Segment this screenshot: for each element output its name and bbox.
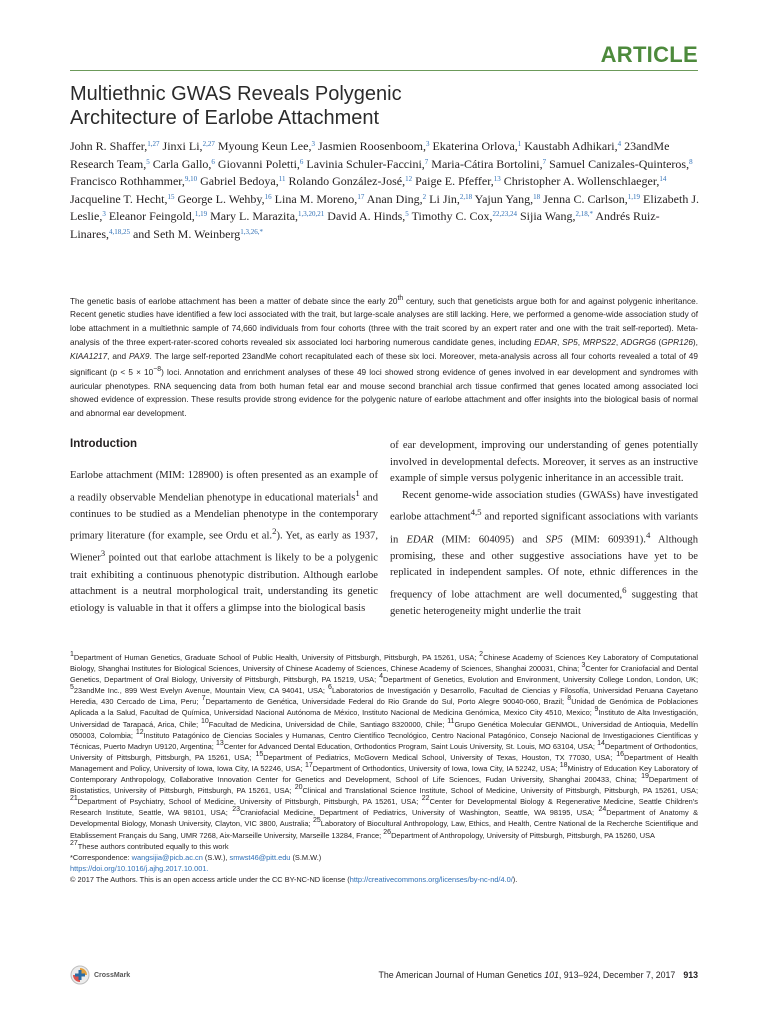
email-link[interactable]: smwst46@pitt.edu <box>229 852 291 862</box>
author: David A. Hinds,$^5$ <box>327 209 409 224</box>
author: Lina M. Moreno,$^{17}$ <box>274 191 365 206</box>
author: Kaustabh Adhikari,$^4$ <box>524 139 622 153</box>
citation-link[interactable]: 2 <box>272 526 277 537</box>
affiliation: Instituto de Alta Investigación, Universidad de Tarapacá, Arica, Chile; <box>70 708 698 729</box>
affiliation: Instituto Patagónico de Ciencias Sociales y Humanas, Centro Científico Tecnológico, Centro Nacional Patagónico, Consejo Nacional de Investigaciones Científicas y Técnicas, Puerto Madryn U9120, Argentina; <box>70 730 698 751</box>
affiliation: Department of Biostatistics, University of Pittsburgh, Pittsburgh, PA 15261, USA; <box>70 775 698 796</box>
author: Timothy C. Cox,$^{22,23,24}$ <box>411 209 517 224</box>
intro-left-column: Earlobe attachment (MIM: 128900) is often presented as an example of a readily observable Mendelian phenotype in educational materials$^1$ and continues to be studied as a Mendelian phenotype in the contemporary primary literature (for example, see Ordu et al.$^2$). Yet, as early as 1937, Wiener$^3$ pointed out that earlobe attachment is likely to be a polygenic trait exhibiting a continuous phenotypic distribution. Although earlobe attachment is a neutral morphological trait, understanding its genetic etiology is valuable in that it offers a glimpse into the biological basis <box>70 470 378 614</box>
author: Elizabeth J. Leslie,$^3$ <box>70 191 700 224</box>
article-title: Multiethnic GWAS Reveals Polygenic Architecture of Earlobe Attachment <box>70 83 402 129</box>
affiliation: Department of Pediatrics, McGovern Medical School, University of Texas, Houston, TX 77030, USA; <box>263 752 617 762</box>
intro-right-column: of ear development, improving our understanding of genes potentially involved in developmental defects. Moreover, it serves as an instructive example of simple versus polygenic inheritance in an accessible trait. Recent genome-wide association studies (GWASs) have investigated earlobe attachment$^{4,5}$ and reported significant associations with variants in EDAR (MIM: 604095) and SP5 (MIM: 609391).$^4$ Although promising, these and other suggestive associations have yet to be replicated in independent samples. Of note, ethnic differences in the frequency of lobe attachment are well documented,$^6$ suggesting that genetic heterogeneity might underlie the trait <box>390 440 698 617</box>
citation-link[interactable]: 4,5 <box>470 507 482 518</box>
author: Eleanor Feingold,$^{1,19}$ <box>108 209 208 224</box>
abstract: The genetic basis of earlobe attachment has been a matter of debate since the early 20th century, such that geneticists argue both for and against polygenic inheritance. Recent genetic studies have identified a few loci associated with the trait, but large-scale analyses are still lacking. Here, we performed a genome-wide association study of lobe attachment in a multiethnic sample of 74,660 individuals from four cohorts (three with the trait scored by an expert rater and one with the trait self-reported). Meta-analysis of the three expert-rater-scored cohorts revealed six associated loci harboring numerous candidate genes, including EDAR, SP5, MRPS22, ADGRG6 (GPR126), KIAA1217, and PAX9. The large self-reported 23andMe cohort recapitulated each of these six loci. Moreover, meta-analysis across all four cohorts revealed a total of 49 significant $(p < 5 \times 10^{-8})$ loci. Annotation and enrichment analyses of these 49 loci showed strong evidence of genes involved in ear development and syndromes with auricular phenotypes. RNA sequencing data from both human fetal ear and mouse second branchial arch tissue confirmed that genes located among associated loci showed evidence of expression. These results provide strong evidence for the polygenic nature of earlobe attachment and offer insights into the biological basis of normal and abnormal ear development. <box>70 295 699 419</box>
author: Sijia Wang,$^{2,18,*}$ <box>520 209 593 224</box>
affiliation: Unidad de Genómica de Poblaciones Aplicada a la Salud, Facultad de Química, Universidad Nacional Autónoma de México, Instituto Nacional de Medicina Genómica, Mexico City 4510, Mexico; <box>70 697 698 718</box>
affiliation: Department of Anthropology, University of Pittsburgh, Pittsburgh, PA 15260, USA <box>391 830 655 840</box>
author: Yajun Yang,$^{18}$ <box>474 191 541 206</box>
crossmark-badge[interactable]: CrossMark <box>70 965 130 985</box>
affiliation: Facultad de Medicina, Universidad de Chile, Santiago 8320000, Chile; <box>208 719 448 729</box>
page-number: 913 <box>683 970 698 980</box>
email-link[interactable]: wangsijia@picb.ac.cn <box>131 852 203 862</box>
affiliation: Laboratory of Biocultural Anthropology, Law, Ethics, and Health, Centre National de la Recherche Scientifique and Etablissement Français du Sang, UMR 7268, Aix-Marseille University, Marseille 13284, France; <box>70 819 698 840</box>
author: Gabriel Bedoya,$^{11}$ <box>200 174 286 189</box>
affiliation: Department of Orthodontics, University of Iowa, Iowa City, IA 52242, USA; <box>312 763 560 773</box>
author: Giovanni Poletti,$^6$ <box>217 156 304 171</box>
affiliation: Chinese Academy of Sciences Key Laboratory of Computational Biology, Shanghai Institutes for Biological Sciences, University of Chinese Academy of Sciences, Chinese Academy of Sciences, Shanghai 200031, China; <box>70 653 698 674</box>
affiliation: Center for Craniofacial and Dental Genetics, Department of Oral Biology, University of Pittsburgh, Pittsburgh, PA 15219, USA; <box>70 664 698 685</box>
affiliation: 23andMe Inc., 899 West Evelyn Avenue, Mountain View, CA 94041, USA; <box>73 686 329 696</box>
author: Jenna C. Carlson,$^{1,19}$ <box>543 191 641 206</box>
doi-link[interactable]: https://doi.org/10.1016/j.ajhg.2017.10.001. <box>70 863 209 873</box>
author: Paige E. Pfeffer,$^{13}$ <box>415 174 501 189</box>
affiliation: Clinical and Translational Science Institute, School of Medicine, University of Pittsburgh, Pittsburgh, PA 15261, USA; <box>302 786 698 796</box>
citation-link[interactable]: 4 <box>645 529 651 540</box>
author: John R. Shaffer,$^{1,27}$ <box>70 139 160 153</box>
affiliation: Departamento de Genética, Universidade Federal do Rio Grande do Sul, Porto Alegre 90040-060, Brazil; <box>205 697 568 707</box>
affiliations: $^1$Department of Human Genetics, Graduate School of Public Health, University of Pittsburgh, Pittsburgh, PA 15261, USA; $^2$Chinese Academy of Sciences Key Laboratory of Computational Biology, Shanghai Institutes for Biological Sciences, University of Chinese Academy of Sciences, Chinese Academy of Sciences, Shanghai 200031, China; $^3$Center for Craniofacial and Dental Genetics, Department of Oral Biology, University of Pittsburgh, Pittsburgh, PA 15219, USA; $^4$Department of Genetics, Evolution and Environment, University College London, London, UK; $^5$23andMe Inc., 899 West Evelyn Avenue, Mountain View, CA 94041, USA; $^6$Laboratorios de Investigación y Desarrollo, Facultad de Ciencias y Filosofía, Universidad Peruana Cayetano Heredia, 430 Cercado de Lima, Peru; $^7$Departamento de Genética, Universidade Federal do Rio Grande do Sul, Porto Alegre 90040-060, Brazil; $^8$Unidad de Genómica de Poblaciones Aplicada a la Salud, Facultad de Química, Universidad Nacional Autónoma de México, Instituto Nacional de Medicina Genómica, Mexico City 4510, Mexico; $^9$Instituto de Alta Investigación, Universidad de Tarapacá, Arica, Chile; $^{10}$Facultad de Medicina, Universidad de Chile, Santiago 8320000, Chile; $^{11}$Grupo Genética Molecular GENMOL, Universidad de Antioquia, Medellín 050003, Colombia; $^{12}$Instituto Patagónico de Ciencias Sociales y Humanas, Centro Científico Tecnológico, Centro Nacional Patagónico, Consejo Nacional de Investigaciones Científicas y Técnicas, Puerto Madryn U9120, Argentina; $^{13}$Center for Advanced Dental Education, Orthodontics Program, Saint Louis University, St. Louis, MO 63104, USA; $^{14}$Department of Orthodontics, University of Pittsburgh, Pittsburgh, PA 15261, USA; $^{15}$Department of Pediatrics, McGovern Medical School, University of Texas, Houston, TX 77030, USA; $^{16}$Department of Health Management and Policy, University of Iowa, Iowa City, IA 52246, USA; $^{17}$Department of Orthodontics, University of Iowa, Iowa City, IA 52242, USA; $^{18}$Ministry of Education Key Laboratory of Contemporary Anthropology, Collaborative Innovation Center for Genetics and Development, School of Life Sciences, Fudan University, Shanghai 200433, China; $^{19}$Department of Biostatistics, University of Pittsburgh, Pittsburgh, PA 15261, USA; $^{20}$Clinical and Translational Science Institute, School of Medicine, University of Pittsburgh, Pittsburgh, PA 15261, USA; $^{21}$Department of Psychiatry, School of Medicine, University of Pittsburgh, Pittsburgh, PA 15261, USA; $^{22}$Center for Developmental Biology & Regenerative Medicine, Seattle Children’s Research Institute, Seattle, WA 98101, USA; $^{23}$Craniofacial Medicine, Department of Pediatrics, University of Washington, Seattle, WA 98195, USA; $^{24}$Department of Anatomy & Developmental Biology, Monash University, Clayton, VIC 3800, Australia; $^{25}$Laboratory of Biocultural Anthropology, Law, Ethics, and Health, Centre National de la Recherche Scientifique and Etablissement Français du Sang, UMR 7268, Aix-Marseille University, Marseille 13284, France; $^{26}$Department of Anthropology, University of Pittsburgh, Pittsburgh, PA 15260, USA $^{27}$These authors contributed equally to this work *Correspondence: wangsijia@picb.ac.cn (S.W.), smwst46@pitt.edu (S.M.W.) https://doi.org/10.1016/j.ajhg.2017.10.001. © 2017 The Authors. This is an open access article under the CC BY-NC-ND license (http://creativecommons.org/licenses/by-nc-nd/4.0/). <box>70 651 699 884</box>
author: Carla Gallo,$^6$ <box>152 156 215 171</box>
affiliation: Department of Anatomy & Developmental Biology, Monash University, Clayton, VIC 3800, Australia; <box>70 808 698 829</box>
author: Lavinia Schuler-Faccini,$^7$ <box>306 156 429 171</box>
author: Myoung Keun Lee,$^3$ <box>217 139 315 153</box>
author: Maria-Cátira Bortolini,$^7$ <box>431 156 547 171</box>
author: Jacqueline T. Hecht,$^{15}$ <box>70 191 175 206</box>
affiliation-list: $^1$Department of Human Genetics, Graduate School of Public Health, University of Pittsburgh, Pittsburgh, PA 15261, USA; $^2$Chinese Academy of Sciences Key Laboratory of Computational Biology, Shanghai Institutes for Biological Sciences, University of Chinese Academy of Sciences, Chinese Academy of Sciences, Shanghai 200031, China; $^3$Center for Craniofacial and Dental Genetics, Department of Oral Biology, University of Pittsburgh, Pittsburgh, PA 15219, USA; $^4$Department of Genetics, Evolution and Environment, University College London, London, UK; $^5$23andMe Inc., 899 West Evelyn Avenue, Mountain View, CA 94041, USA; $^6$Laboratorios de Investigación y Desarrollo, Facultad de Ciencias y Filosofía, Universidad Peruana Cayetano Heredia, 430 Cercado de Lima, Peru; $^7$Departamento de Genética, Universidade Federal do Rio Grande do Sul, Porto Alegre 90040-060, Brazil; $^8$Unidad de Genómica de Poblaciones Aplicada a la Salud, Facultad de Química, Universidad Nacional Autónoma de México, Instituto Nacional de Medicina Genómica, Mexico City 4510, Mexico; $^9$Instituto de Alta Investigación, Universidad de Tarapacá, Arica, Chile; $^{10}$Facultad de Medicina, Universidad de Chile, Santiago 8320000, Chile; $^{11}$Grupo Genética Molecular GENMOL, Universidad de Antioquia, Medellín 050003, Colombia; $^{12}$Instituto Patagónico de Ciencias Sociales y Humanas, Centro Científico Tecnológico, Centro Nacional Patagónico, Consejo Nacional de Investigaciones Científicas y Técnicas, Puerto Madryn U9120, Argentina; $^{13}$Center for Advanced Dental Education, Orthodontics Program, Saint Louis University, St. Louis, MO 63104, USA; $^{14}$Department of Orthodontics, University of Pittsburgh, Pittsburgh, PA 15261, USA; $^{15}$Department of Pediatrics, McGovern Medical School, University of Texas, Houston, TX 77030, USA; $^{16}$Department of Health Management and Policy, University of Iowa, Iowa City, IA 52246, USA; $^{17}$Department of Orthodontics, University of Iowa, Iowa City, IA 52242, USA; $^{18}$Ministry of Education Key Laboratory of Contemporary Anthropology, Collaborative Innovation Center for Genetics and Development, School of Life Sciences, Fudan University, Shanghai 200433, China; $^{19}$Department of Biostatistics, University of Pittsburgh, Pittsburgh, PA 15261, USA; $^{20}$Clinical and Translational Science Institute, School of Medicine, University of Pittsburgh, Pittsburgh, PA 15261, USA; $^{21}$Department of Psychiatry, School of Medicine, University of Pittsburgh, Pittsburgh, PA 15261, USA; $^{22}$Center for Developmental Biology & Regenerative Medicine, Seattle Children’s Research Institute, Seattle, WA 98101, USA; $^{23}$Craniofacial Medicine, Department of Pediatrics, University of Washington, Seattle, WA 98195, USA; $^{24}$Department of Anatomy & Developmental Biology, Monash University, Clayton, VIC 3800, Australia; $^{25}$Laboratory of Biocultural Anthropology, Law, Ethics, and Health, Centre National de la Recherche Scientifique and Etablissement Français du Sang, UMR 7268, Aix-Marseille University, Marseille 13284, France; $^{26}$Department of Anthropology, University of Pittsburgh, Pittsburgh, PA 15260, USA <box>70 651 699 840</box>
license-link[interactable]: http://creativecommons.org/licenses/by-nc-nd/4.0/ <box>349 874 513 884</box>
affiliation: Department of Genetics, Evolution and Environment, University College London, London, UK; <box>383 675 698 685</box>
affiliation: Craniofacial Medicine, Department of Pediatrics, University of Washington, Seattle, WA 98195, USA; <box>240 808 599 818</box>
affiliation: Department of Orthodontics, University of Pittsburgh, Pittsburgh, PA 15261, USA; <box>70 741 698 762</box>
author: Andrés Ruiz-Linares,$^{4,18,25}$ <box>70 209 660 241</box>
page-footer <box>70 965 698 989</box>
affiliation: Center for Advanced Dental Education, Orthodontics Program, Saint Louis University, St. Louis, MO 63104, USA; <box>223 741 598 751</box>
author: 23andMe Research Team,$^5$ <box>70 139 670 171</box>
affiliation: Ministry of Education Key Laboratory of Contemporary Anthropology, Collaborative Innovation Center for Genetics and Development, School of Life Sciences, Fudan University, Shanghai 200433, China; <box>70 763 698 785</box>
author: Anan Ding,$^2$ <box>366 191 427 206</box>
author: George L. Wehby,$^{16}$ <box>177 191 272 206</box>
citation-link[interactable]: 1 <box>355 487 360 498</box>
author: Samuel Canizales-Quinteros,$^8$ <box>549 156 693 171</box>
author: Christopher A. Wollenschlaeger,$^{14}$ <box>503 174 667 189</box>
affiliation: Center for Developmental Biology & Regenerative Medicine, Seattle Children’s Research Institute, Seattle, WA 98101, USA; <box>70 797 698 818</box>
article-type-label: ARTICLE <box>600 42 698 67</box>
author: Mary L. Marazita,$^{1,3,20,21}$ <box>210 209 325 224</box>
affiliation: Department of Human Genetics, Graduate School of Public Health, University of Pittsburgh, Pittsburgh, PA 15261, USA; <box>73 653 480 662</box>
citation-link[interactable]: 6 <box>622 584 627 595</box>
author: Ekaterina Orlova,$^1$ <box>432 139 522 153</box>
author: Jinxi Li,$^{2,27}$ <box>162 139 215 153</box>
affiliation: Grupo Genética Molecular GENMOL, Universidad de Antioquia, Medellín 050003, Colombia; <box>70 719 699 740</box>
journal-citation: The American Journal of Human Genetics 101, 913–924, December 7, 2017 913 <box>378 970 698 980</box>
author: Li Jin,$^{2,18}$ <box>429 191 473 206</box>
introduction-heading: Introduction <box>70 438 138 450</box>
author: Francisco Rothhammer,$^{9,10}$ <box>70 174 198 189</box>
author: Jasmien Roosenboom,$^3$ <box>317 139 430 153</box>
affiliation: Department of Health Management and Policy, University of Iowa, Iowa City, IA 52246, USA; <box>70 752 698 773</box>
affiliation: Laboratorios de Investigación y Desarrollo, Facultad de Ciencias y Filosofía, Universidad Peruana Cayetano Heredia, 430 Cercado de Lima, Peru; <box>70 686 698 707</box>
author: and Seth M. Weinberg$^{1,3,26,*}$ <box>132 226 263 241</box>
author: Rolando González-José,$^{12}$ <box>288 174 413 189</box>
crossmark-icon <box>70 965 90 985</box>
author-list <box>70 138 702 244</box>
header-rule <box>70 70 698 71</box>
affiliation: Department of Psychiatry, School of Medicine, University of Pittsburgh, Pittsburgh, PA 15261, USA; <box>77 797 422 807</box>
citation-link[interactable]: 3 <box>100 548 106 559</box>
